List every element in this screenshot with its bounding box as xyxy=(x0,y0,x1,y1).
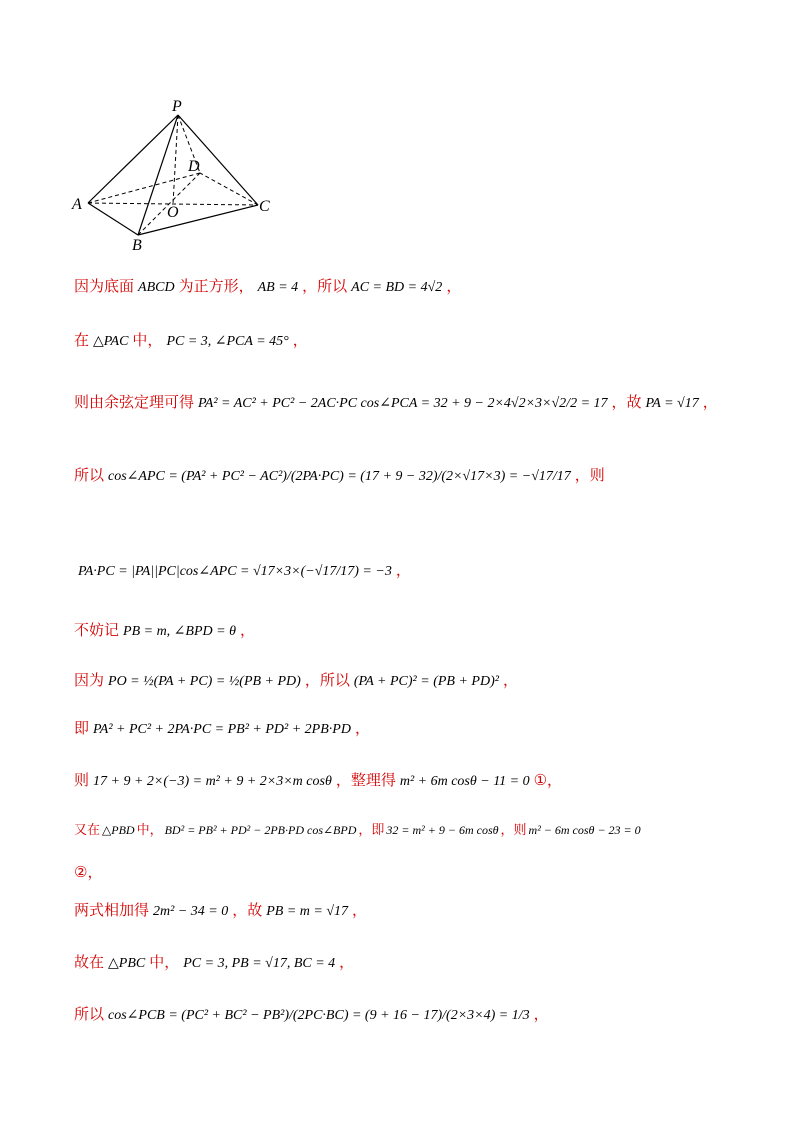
text: 不妨记 xyxy=(74,621,120,639)
text: ，故 xyxy=(611,393,642,411)
solution-line-2 xyxy=(74,330,308,352)
formula: cos∠PCB = (PC² + BC² − PB²)/(2PC·BC) = (9 + 16 − 17)/(2×3×4) = 1/3 xyxy=(108,1008,530,1023)
text: 所以 xyxy=(74,466,105,484)
label-o: O xyxy=(167,204,179,221)
label-p: P xyxy=(172,98,182,115)
text: 因为底面 xyxy=(74,277,135,295)
formula: △PAC xyxy=(93,334,129,349)
formula: 2m² − 34 = 0 xyxy=(153,904,229,919)
text: 因为 xyxy=(74,671,105,689)
text: ， xyxy=(446,277,462,295)
label-a: A xyxy=(72,196,82,213)
formula: AC = BD = 4√2 xyxy=(351,280,443,295)
solution-line-1 xyxy=(74,276,461,298)
text: ，则 xyxy=(574,466,605,484)
formula: m² + 6m cosθ − 11 = 0 xyxy=(399,774,530,789)
solution-line-11 xyxy=(74,862,102,883)
formula: △PBD xyxy=(102,823,135,837)
text: ①， xyxy=(533,771,563,789)
text: ， xyxy=(354,719,370,737)
solution-line-5 xyxy=(74,560,411,582)
formula: cos∠APC = (PA² + PC² − AC²)/(2PA·PC) = (17 + 9 − 32)/(2×√17×3) = −√17/17 xyxy=(108,469,571,484)
solution-line-3 xyxy=(74,392,718,414)
text: 则由余弦定理可得 xyxy=(74,393,195,411)
solution-line-13 xyxy=(74,952,354,974)
text: ，故 xyxy=(232,901,263,919)
text: ， xyxy=(533,1005,549,1023)
formula: PA·PC = |PA||PC|cos∠APC = √17×3×(−√17/17) = −3 xyxy=(78,564,392,579)
text: ， xyxy=(339,953,355,971)
text: ， xyxy=(502,671,518,689)
formula: m² − 6m cosθ − 23 = 0 xyxy=(528,823,641,837)
text: 所以 xyxy=(74,1005,105,1023)
solution-line-14 xyxy=(74,1004,549,1026)
text: ，即 xyxy=(358,823,385,838)
solution-line-4 xyxy=(74,465,605,487)
text: 故在 xyxy=(74,953,105,971)
text: ②， xyxy=(74,863,103,881)
formula: PA = √17 xyxy=(645,396,699,411)
formula: AB = 4 xyxy=(257,280,299,295)
text: 则 xyxy=(74,771,90,789)
formula: PC = 3, ∠PCA = 45° xyxy=(166,334,289,349)
label-c: C xyxy=(259,198,270,215)
solution-line-12 xyxy=(74,900,367,922)
formula: PA² = AC² + PC² − 2AC·PC cos∠PCA = 32 + 9 − 2×4√2×3×√2/2 = 17 xyxy=(198,396,608,411)
solution-line-10 xyxy=(74,820,643,841)
text: ，所以 xyxy=(304,671,350,689)
solution-line-6 xyxy=(74,620,255,642)
label-b: B xyxy=(132,237,142,254)
label-d: D xyxy=(188,158,200,175)
text: ，所以 xyxy=(302,277,348,295)
solution-line-9 xyxy=(74,770,562,792)
pyramid-figure xyxy=(60,95,290,260)
formula: PC = 3, PB = √17, BC = 4 xyxy=(183,956,336,971)
solution-line-8 xyxy=(74,718,370,740)
text: 中， xyxy=(132,331,163,349)
text: ， xyxy=(395,561,411,579)
text: 两式相加得 xyxy=(74,901,150,919)
formula: ABCD xyxy=(138,280,175,295)
text: ， xyxy=(702,393,718,411)
text: ，整理得 xyxy=(335,771,396,789)
text: 中， xyxy=(149,953,180,971)
text: 又在 xyxy=(74,823,101,838)
formula: PB = m, ∠BPD = θ xyxy=(123,624,236,639)
text: 中， xyxy=(136,823,163,838)
text: 在 xyxy=(74,331,90,349)
text: ， xyxy=(239,621,255,639)
formula: 32 = m² + 9 − 6m cosθ xyxy=(386,823,499,837)
text: ，则 xyxy=(500,823,527,838)
formula: (PA + PC)² = (PB + PD)² xyxy=(353,674,499,689)
formula: PB = m = √17 xyxy=(266,904,349,919)
text: ， xyxy=(352,901,368,919)
text: 为正方形， xyxy=(178,277,254,295)
solution-line-7 xyxy=(74,670,518,692)
formula: PA² + PC² + 2PA·PC = PB² + PD² + 2PB·PD xyxy=(93,722,351,737)
text: ， xyxy=(292,331,308,349)
formula: 17 + 9 + 2×(−3) = m² + 9 + 2×3×m cosθ xyxy=(93,774,332,789)
formula: BD² = PB² + PD² − 2PB·PD cos∠BPD xyxy=(164,823,357,837)
formula: △PBC xyxy=(108,956,146,971)
text: 即 xyxy=(74,719,90,737)
formula: PO = ½(PA + PC) = ½(PB + PD) xyxy=(108,674,301,689)
